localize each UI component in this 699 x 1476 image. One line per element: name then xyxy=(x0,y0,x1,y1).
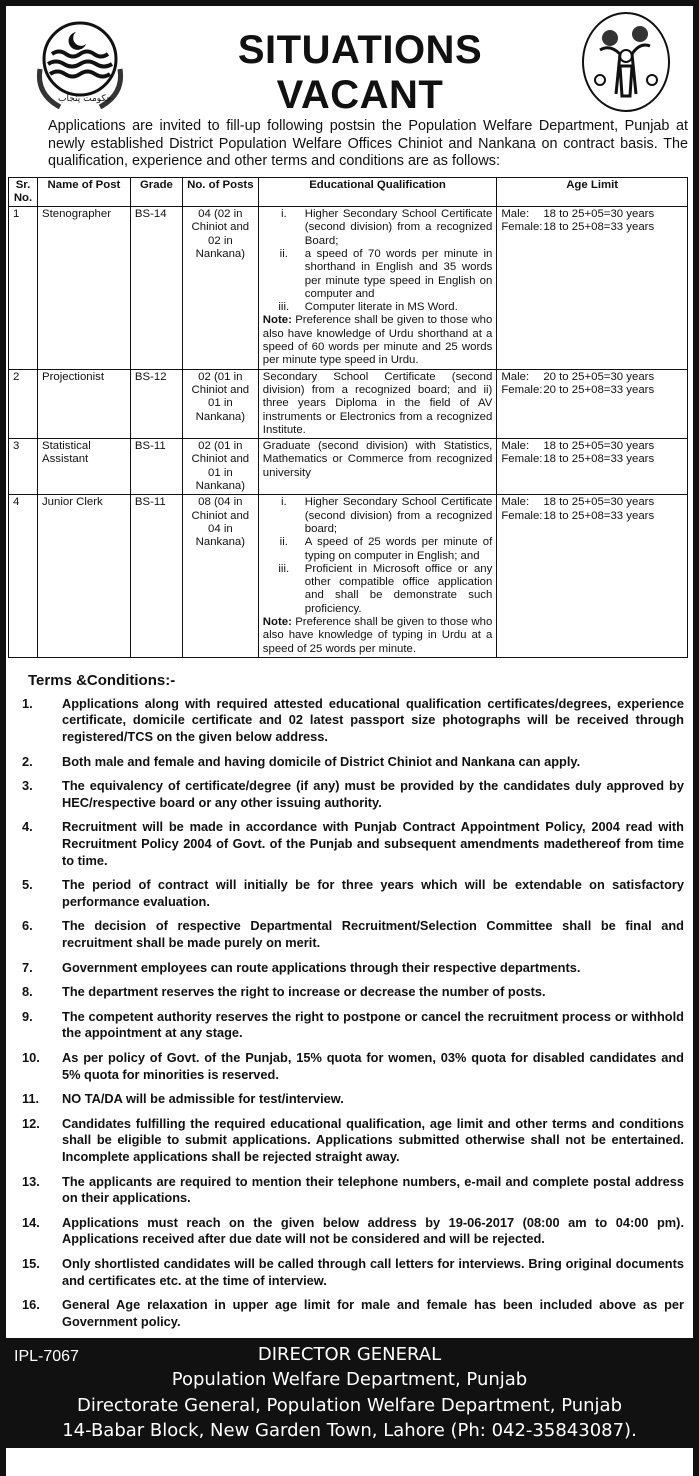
table-row xyxy=(9,207,688,370)
term-text: As per policy of Govt. of the Punjab, 15% quota for women, 03% quota for disabled candidates and 5% quota for minorities is reserved. xyxy=(62,1049,684,1082)
column-header: Educational Qualification xyxy=(258,177,497,207)
term-number: 3. xyxy=(22,778,33,794)
item-number: ii. xyxy=(279,536,288,549)
gender-label: Male: xyxy=(501,370,530,383)
item-text: Computer literate in MS Word. xyxy=(304,301,458,314)
age-limit xyxy=(497,207,688,370)
term-item xyxy=(22,984,684,1001)
serial-number: 1 xyxy=(9,207,38,370)
gender-label: Male: xyxy=(501,440,530,453)
term-number: 11. xyxy=(22,1091,40,1107)
serial-number: 4 xyxy=(9,495,38,658)
term-text: Both male and female and having domicile of District Chiniot and Nankana can apply. xyxy=(62,753,581,769)
post-name: Junior Clerk xyxy=(37,495,130,658)
term-number: 2. xyxy=(22,753,33,769)
number-of-posts: 04 (02 in Chiniot and 02 in Nankana) xyxy=(182,207,258,370)
term-text: Applications along with required attested educational qualification certificates/degrees, experience certificate, domicile certificate and 02 latest passport size photographs will be received through registered/TCS on the given below address. xyxy=(62,695,684,745)
vacancy-table xyxy=(8,177,688,658)
educational-qualification xyxy=(258,207,497,370)
term-text: The period of contract will initially be for three years which will be extendable on satisfactory performance evaluation. xyxy=(62,877,684,909)
term-item xyxy=(22,877,684,910)
column-header: Sr. No. xyxy=(9,177,38,207)
department-name: Population Welfare Department, Punjab xyxy=(171,1369,528,1391)
term-text: The equivalency of certificate/degree (if any) must be provided by the candidates duly approved by HEC/respective board or any other issuing authority. xyxy=(62,778,684,810)
signatory-title: DIRECTOR GENERAL xyxy=(257,1344,442,1366)
item-number: ii. xyxy=(279,247,288,260)
term-item xyxy=(22,696,684,746)
column-header: Grade xyxy=(130,177,182,207)
term-item xyxy=(22,1116,684,1166)
age-limit xyxy=(497,369,688,438)
post-name: Stenographer xyxy=(37,207,130,370)
qualification-note xyxy=(263,314,493,367)
number-of-posts: 02 (01 in Chiniot and 01 in Nankana) xyxy=(182,439,258,495)
term-item xyxy=(22,754,684,771)
age-limit-line xyxy=(501,371,683,384)
qualification-note xyxy=(263,616,493,656)
gender-label: Male: xyxy=(501,496,530,509)
number-of-posts: 08 (04 in Chiniot and 04 in Nankana) xyxy=(182,495,258,658)
term-number: 1. xyxy=(22,695,33,711)
term-number: 7. xyxy=(22,959,33,975)
educational-qualification xyxy=(258,495,497,658)
item-number: i. xyxy=(280,496,287,509)
term-item xyxy=(22,1009,684,1042)
term-text: The decision of respective Departmental Recruitment/Selection Committee shall be final and recruitment shall be made purely on merit. xyxy=(62,918,684,951)
age-range: 18 to 25+05=30 years xyxy=(543,440,655,453)
item-text: Higher Secondary School Certificate (second division) from a recognized board; xyxy=(304,496,493,535)
term-number: 4. xyxy=(22,819,33,835)
age-range: 20 to 25+08=33 years xyxy=(543,383,655,396)
note-label: Note: xyxy=(262,616,292,628)
term-item xyxy=(22,960,684,977)
qualification-item xyxy=(263,563,493,616)
term-text: Recruitment will be made in accordance with Punjab Contract Appointment Policy, 2004 read with Recruitment Policy 2004 of Govt. of the Punjab and subsequent amendments madethereof from time to time. xyxy=(62,819,684,868)
note-text: Preference shall be given to those who also have knowledge of typing in Urdu at a speed of 25 words per minute. xyxy=(262,616,493,655)
directorate-name: Directorate General, Population Welfare Department, Punjab xyxy=(76,1395,623,1417)
qualification-item xyxy=(263,248,493,301)
age-range: 18 to 25+05=30 years xyxy=(543,496,655,509)
term-number: 9. xyxy=(22,1008,33,1024)
grade: BS-11 xyxy=(130,439,182,495)
qualification-text: Graduate (second division) with Statistics, Mathematics or Commerce from recognized university xyxy=(262,440,493,479)
age-range: 18 to 25+05=30 years xyxy=(543,208,655,221)
term-text: Only shortlisted candidates will be called through call letters for interviews. Bring original documents and certificates etc. at the time of interview. xyxy=(62,1255,684,1288)
gender-label: Female: xyxy=(501,509,543,522)
age-limit-line xyxy=(501,221,683,234)
age-limit-line xyxy=(501,440,683,453)
age-limit-line xyxy=(501,496,683,509)
item-text: Higher Secondary School Certificate (second division) from a recognized Board; xyxy=(304,208,493,247)
age-range: 18 to 25+08=33 years xyxy=(543,221,655,234)
item-text: a speed of 70 words per minute in shorthand in English and 35 words per minute type speed in English on computer and xyxy=(304,247,493,300)
grade: BS-11 xyxy=(130,495,182,658)
age-range: 18 to 25+08=33 years xyxy=(543,453,655,466)
terms-list xyxy=(22,696,684,1330)
item-text: A speed of 25 words per minute of typing on computer in English; and xyxy=(304,536,493,562)
ad-reference: IPL-7067 xyxy=(14,1348,79,1366)
term-text: The applicants are required to mention their telephone numbers, e-mail and complete postal address on their applications. xyxy=(62,1173,684,1206)
serial-number: 3 xyxy=(9,439,38,495)
intro-paragraph: Applications are invited to fill-up following postsin the Population Welfare Department, Punjab at newly established District Population Welfare Offices Chiniot and Nankana on contract basis. The qualification, experience and other terms and conditions are as follows: xyxy=(48,118,688,169)
age-limit xyxy=(497,495,688,658)
page-title: SITUATIONS VACANT xyxy=(237,28,483,117)
note-label: Note: xyxy=(262,314,292,327)
note-text: Preference shall be given to those who also have knowledge of Urdu shorthand at a speed of 60 words per minute and 25 words per minute type speed in Urdu. xyxy=(262,314,493,367)
age-limit-line xyxy=(501,510,683,523)
item-number: iii. xyxy=(278,301,290,314)
term-number: 16. xyxy=(22,1297,40,1313)
population-welfare-logo xyxy=(580,10,672,114)
grade: BS-12 xyxy=(130,369,182,438)
item-number: iii. xyxy=(278,562,290,575)
term-number: 5. xyxy=(22,877,33,893)
term-item xyxy=(22,1256,684,1289)
term-text: NO TA/DA will be admissible for test/interview. xyxy=(62,1091,344,1107)
gender-label: Female: xyxy=(501,383,543,396)
age-range: 20 to 25+05=30 years xyxy=(543,370,655,383)
term-text: Applications must reach on the given below address by 19-06-2017 (08:00 am to 04:00 pm). Applications received after due date will not be considered and will be rejected. xyxy=(62,1214,684,1247)
term-number: 13. xyxy=(22,1173,40,1189)
age-limit-line xyxy=(501,384,683,397)
qualification-item xyxy=(263,496,493,536)
gender-label: Male: xyxy=(501,208,530,221)
age-limit-line xyxy=(501,453,683,466)
term-number: 10. xyxy=(22,1049,40,1065)
serial-number: 2 xyxy=(9,369,38,438)
term-number: 8. xyxy=(22,984,33,1000)
item-number: i. xyxy=(280,208,287,221)
term-number: 6. xyxy=(22,918,33,934)
qualification-item xyxy=(263,208,493,248)
term-item xyxy=(22,778,684,811)
column-header: No. of Posts xyxy=(182,177,258,207)
logo-urdu-text: حکومت پنجاب xyxy=(58,94,112,104)
gender-label: Female: xyxy=(501,453,543,466)
term-item xyxy=(22,1215,684,1248)
term-number: 14. xyxy=(22,1214,40,1230)
term-item xyxy=(22,1091,684,1108)
grade: BS-14 xyxy=(130,207,182,370)
terms-heading: Terms &Conditions:- xyxy=(28,671,176,689)
qualification-item xyxy=(263,301,493,314)
post-name: Projectionist xyxy=(37,369,130,438)
term-text: Government employees can route applications through their respective departments. xyxy=(62,959,581,975)
column-header: Name of Post xyxy=(37,177,130,207)
post-name: Statistical Assistant xyxy=(37,439,130,495)
item-text: Proficient in Microsoft office or any other compatible office application and shall be demonstrate such proficiency. xyxy=(304,562,493,615)
term-item xyxy=(22,1297,684,1330)
term-text: The department reserves the right to increase or decrease the number of posts. xyxy=(62,984,546,1000)
term-number: 15. xyxy=(22,1255,40,1271)
table-row xyxy=(9,495,688,658)
table-header-row xyxy=(9,177,688,207)
qualification-item xyxy=(263,536,493,563)
term-item xyxy=(22,819,684,869)
number-of-posts: 02 (01 in Chiniot and 01 in Nankana) xyxy=(182,369,258,438)
term-item xyxy=(22,1050,684,1083)
educational-qualification xyxy=(258,369,497,438)
table-row xyxy=(9,439,688,495)
term-number: 12. xyxy=(22,1115,40,1131)
term-item xyxy=(22,918,684,951)
term-text: General Age relaxation in upper age limit for male and female has been included above as per Government policy. xyxy=(62,1297,684,1329)
gender-label: Female: xyxy=(501,221,543,234)
qualification-text: Secondary School Certificate (second division) from a recognized board; and ii) three years Diploma in the field of AV instruments or Electronics from a recognized Institute. xyxy=(262,370,493,436)
educational-qualification xyxy=(258,439,497,495)
term-text: Candidates fulfilling the required educational qualification, age limit and other terms and conditions shall be eligible to submit applications. Applications submitted otherwise shall not be entertained. Incomplete applications shall be rejected straight away. xyxy=(62,1115,684,1164)
age-limit-line xyxy=(501,208,683,221)
term-text: The competent authority reserves the right to postpone or cancel the recruitment process or withhold the appointment at any stage. xyxy=(62,1008,684,1041)
footer-address-block xyxy=(0,1338,699,1448)
column-header: Age Limit xyxy=(497,177,688,207)
age-limit xyxy=(497,439,688,495)
table-row xyxy=(9,369,688,438)
term-item xyxy=(22,1174,684,1207)
age-range: 18 to 25+08=33 years xyxy=(543,509,655,522)
address: 14-Babar Block, New Garden Town, Lahore (Ph: 042-35843087). xyxy=(62,1420,637,1442)
header xyxy=(0,0,699,118)
